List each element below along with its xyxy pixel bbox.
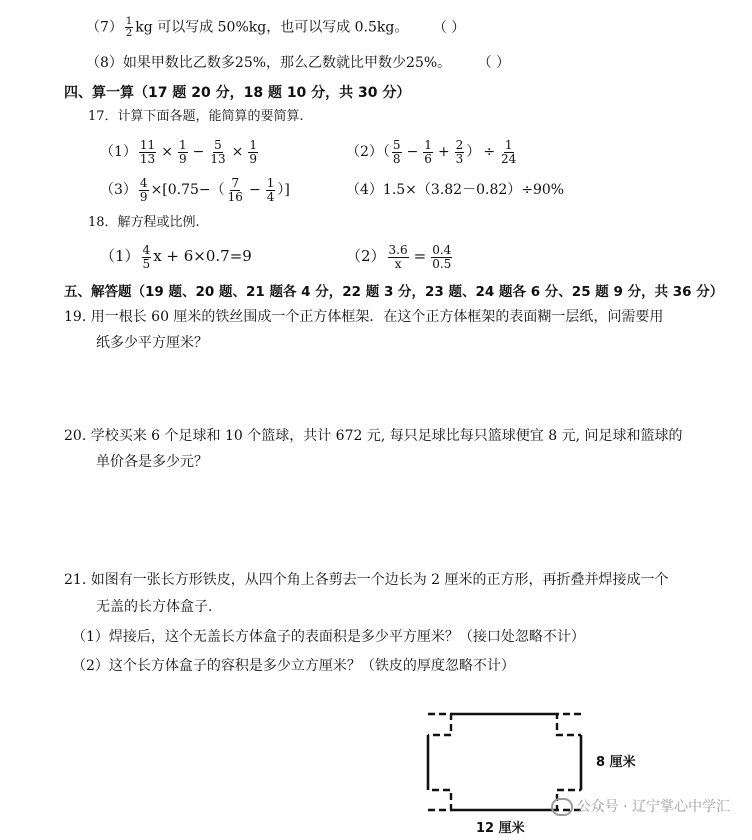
q8-label: （8） [86, 55, 123, 71]
section-4-title: 四、算一算 [64, 85, 134, 101]
section-5-title: 五、解答题 [64, 284, 132, 300]
q19-line-1: 19. 用一根长 60 厘米的铁丝围成一个正方体框架．在这个正方体框架的表面糊一层纸，问需要用 [64, 309, 664, 325]
corner-cut-top-left [428, 714, 451, 735]
q21-sub-2: （2）这个长方体盒子的容积是多少立方厘米？（铁皮的厚度忽略不计） [72, 658, 515, 674]
q21-line-1: 21. 如图有一张长方形铁皮，从四个角上各剪去一个边长为 2 厘米的正方形，再折叠并焊接成一个 [64, 572, 669, 588]
wechat-icon [551, 798, 573, 816]
q17-title: 17．计算下面各题，能简算的要简算. [88, 109, 304, 124]
q18-part-1: （1） $\frac{4}{5}$ x + 6×0.7=9 [100, 242, 252, 271]
q18-part-2: （2） $\frac{3.6}{x}$ = $\frac{0.4}{0.5}$ [346, 242, 452, 271]
corner-cut-bottom-left [428, 790, 451, 810]
section-4-info: （17 题 20 分，18 题 10 分，共 30 分） [134, 85, 411, 101]
q21-sub-1: （1）焊接后，这个无盖长方体盒子的表面积是多少平方厘米？（接口处忽略不计） [72, 629, 585, 645]
q8-answer-paren: （ ） [477, 55, 511, 71]
q20-line-1: 20. 学校买来 6 个足球和 10 个篮球，共计 672 元, 每只足球比每只篮球便宜 8 元, 问足球和篮球的 [64, 428, 683, 444]
figure-width-label: 12 厘米 [476, 821, 525, 836]
q18-title: 18．解方程或比例. [88, 215, 200, 230]
section-5-info: （19 题、20 题、21 题各 4 分，22 题 3 分，23 题、24 题各 6 分、25 题 9 分，共 36 分） [131, 284, 724, 300]
q8-text: 如果甲数比乙数多25%，那么乙数就比甲数少25%。 [122, 55, 452, 71]
q7-fraction: $\frac{1}{2}$ [125, 16, 133, 39]
q21-line-2: 无盖的长方体盒子. [96, 599, 213, 615]
q17-part-3: （3） $\frac{4}{9}$ ×[0.75−（ $\frac{7}{16}$ − $\frac{1}{4}$ ）] [100, 175, 290, 204]
watermark: 公众号 · 辽宁掌心中学汇 [551, 796, 730, 816]
q20-line-2: 单价各是多少元？ [96, 454, 208, 470]
q17-part-4: （4）1.5×（3.82－0.82）÷90% [346, 182, 565, 198]
q17-part-1: （1） $\frac{11}{13}$ × $\frac{1}{9}$ − $\frac{5}{13}$ × $\frac{1}{9}$ [100, 137, 257, 166]
q7-answer-paren: （ ） [432, 19, 466, 36]
figure-height-label: 8 厘米 [596, 755, 636, 770]
corner-cut-top-right [557, 714, 581, 735]
q17-part-2: （2）（ $\frac{5}{8}$ − $\frac{1}{6}$ + $\frac{2}{3}$ ） ÷ $\frac{1}{24}$ [346, 137, 517, 166]
q19-line-2: 纸多少平方厘米？ [96, 335, 208, 351]
q7-text: kg 可以写成 50%kg，也可以写成 0.5kg。 [135, 19, 409, 36]
q7-label: （7） [86, 19, 123, 36]
